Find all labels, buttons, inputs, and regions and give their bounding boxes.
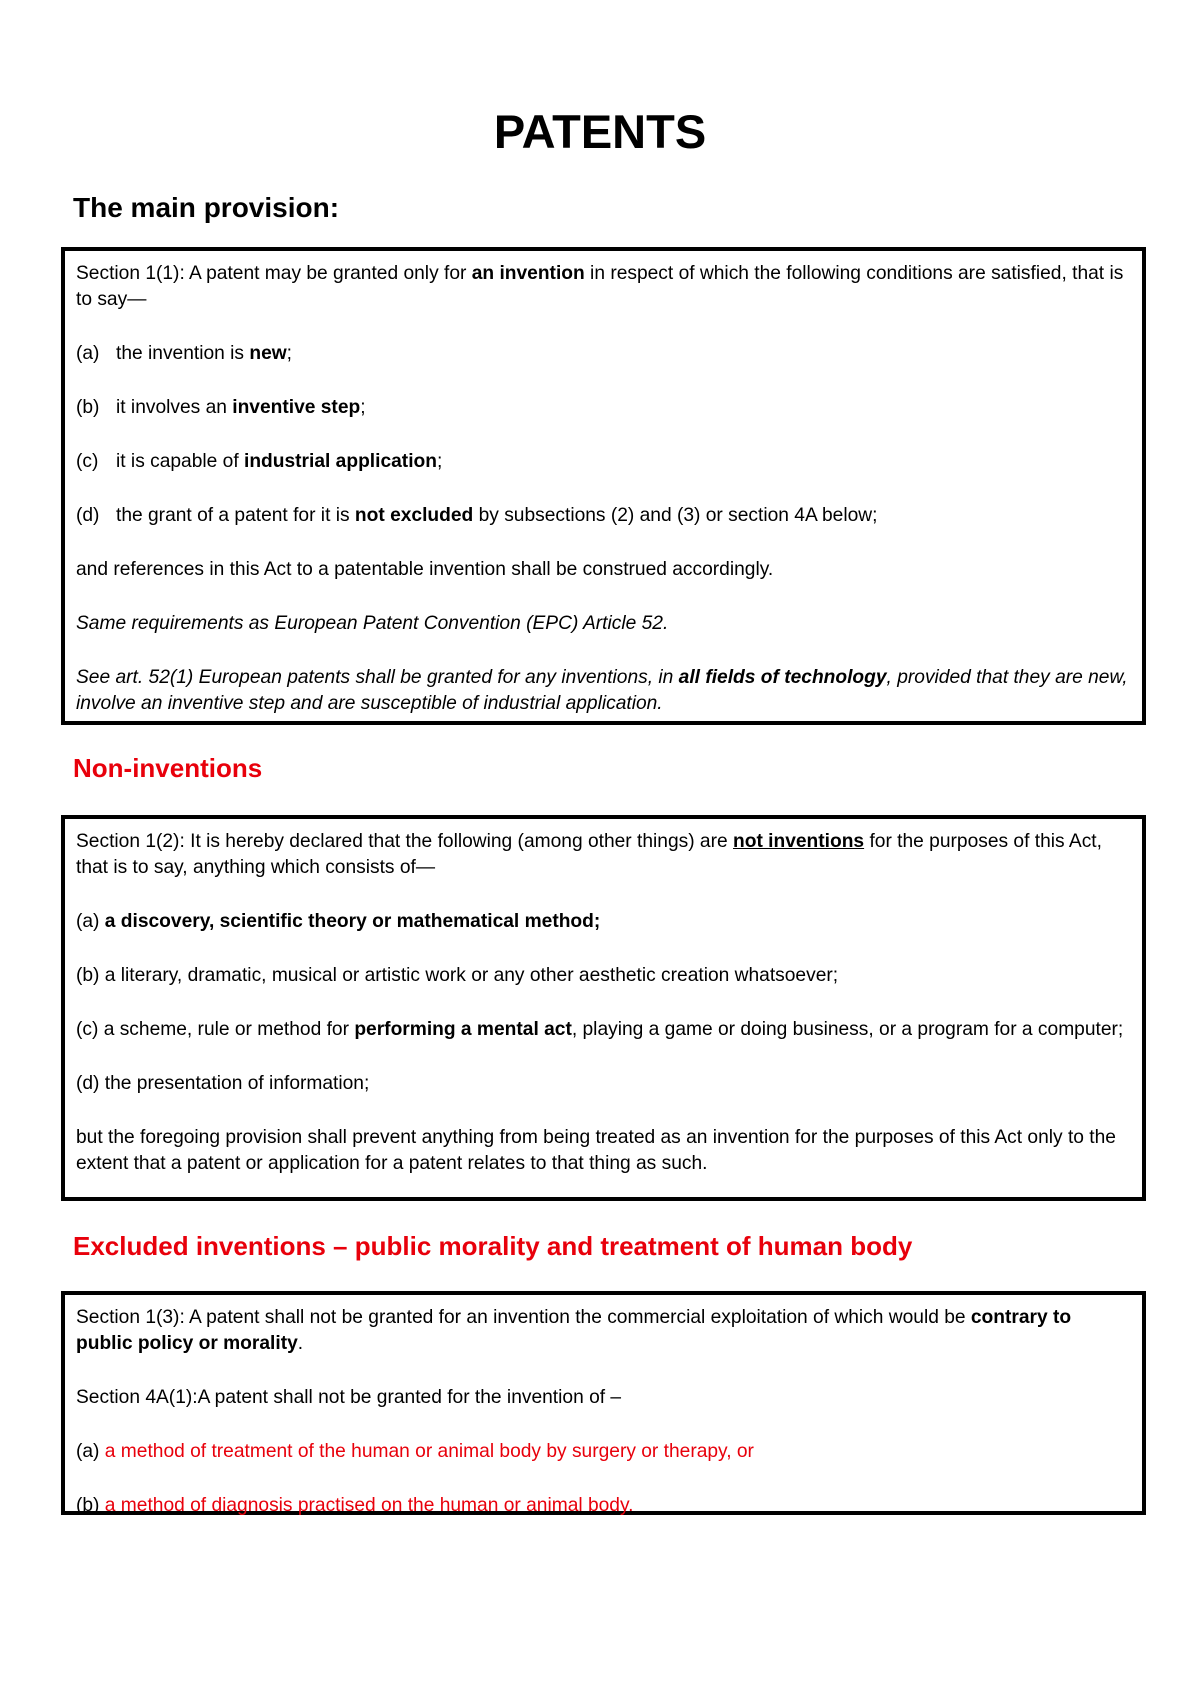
- condition-b: (b) it involves an inventive step;: [76, 397, 366, 418]
- condition-c: (c) it is capable of industrial application;: [76, 451, 443, 472]
- main-closing: and references in this Act to a patentable invention shall be construed accordingly.: [76, 559, 774, 580]
- non-item-b: (b) a literary, dramatic, musical or artistic work or any other aesthetic creation whatsoever;: [76, 965, 839, 986]
- main-provision-heading: The main provision:: [73, 192, 340, 223]
- condition-d: (d) the grant of a patent for it is not excluded by subsections (2) and (3) or section 4A below;: [76, 505, 878, 526]
- art-52-note: See art. 52(1) European patents shall be granted for any inventions, in all fields of technology, provided that they are new, involve an inventive step and are susceptible of industrial application.: [76, 667, 1128, 714]
- excluded-inventions-heading: Excluded inventions – public morality and treatment of human body: [73, 1231, 913, 1261]
- non-item-a: (a) a discovery, scientific theory or mathematical method;: [76, 911, 601, 932]
- non-inventions-heading: Non-inventions: [73, 753, 263, 783]
- condition-a: (a) the invention is new;: [76, 343, 293, 364]
- excluded-inventions-box: [61, 1291, 1146, 1515]
- section-1-1-intro: Section 1(1): A patent may be granted only for an invention in respect of which the following conditions are satisfied, that is to say—: [76, 263, 1124, 310]
- main-provision-box: [61, 247, 1146, 725]
- epc-note: Same requirements as European Patent Convention (EPC) Article 52.: [76, 613, 669, 634]
- excluded-item-a: (a) a method of treatment of the human or animal body by surgery or therapy, or: [76, 1441, 754, 1462]
- excluded-item-b: (b) a method of diagnosis practised on the human or animal body.: [76, 1495, 634, 1516]
- non-item-c: (c) a scheme, rule or method for performing a mental act, playing a game or doing business, or a program for a computer;: [76, 1019, 1124, 1040]
- non-closing: but the foregoing provision shall prevent anything from being treated as an invention for the purposes of this Act only to the extent that a patent or application for a patent relates to that thing as such.: [76, 1127, 1116, 1174]
- section-1-2-intro: Section 1(2): It is hereby declared that the following (among other things) are not inventions for the purposes of this Act, that is to say, anything which consists of—: [76, 831, 1102, 878]
- non-item-d: (d) the presentation of information;: [76, 1073, 370, 1094]
- page-title: PATENTS: [493, 105, 707, 158]
- non-inventions-box: [61, 815, 1146, 1201]
- section-4a-1: Section 4A(1):A patent shall not be granted for the invention of –: [76, 1387, 622, 1408]
- section-1-3: Section 1(3): A patent shall not be granted for an invention the commercial exploitation of which would be contrary to public policy or morality.: [76, 1307, 1072, 1354]
